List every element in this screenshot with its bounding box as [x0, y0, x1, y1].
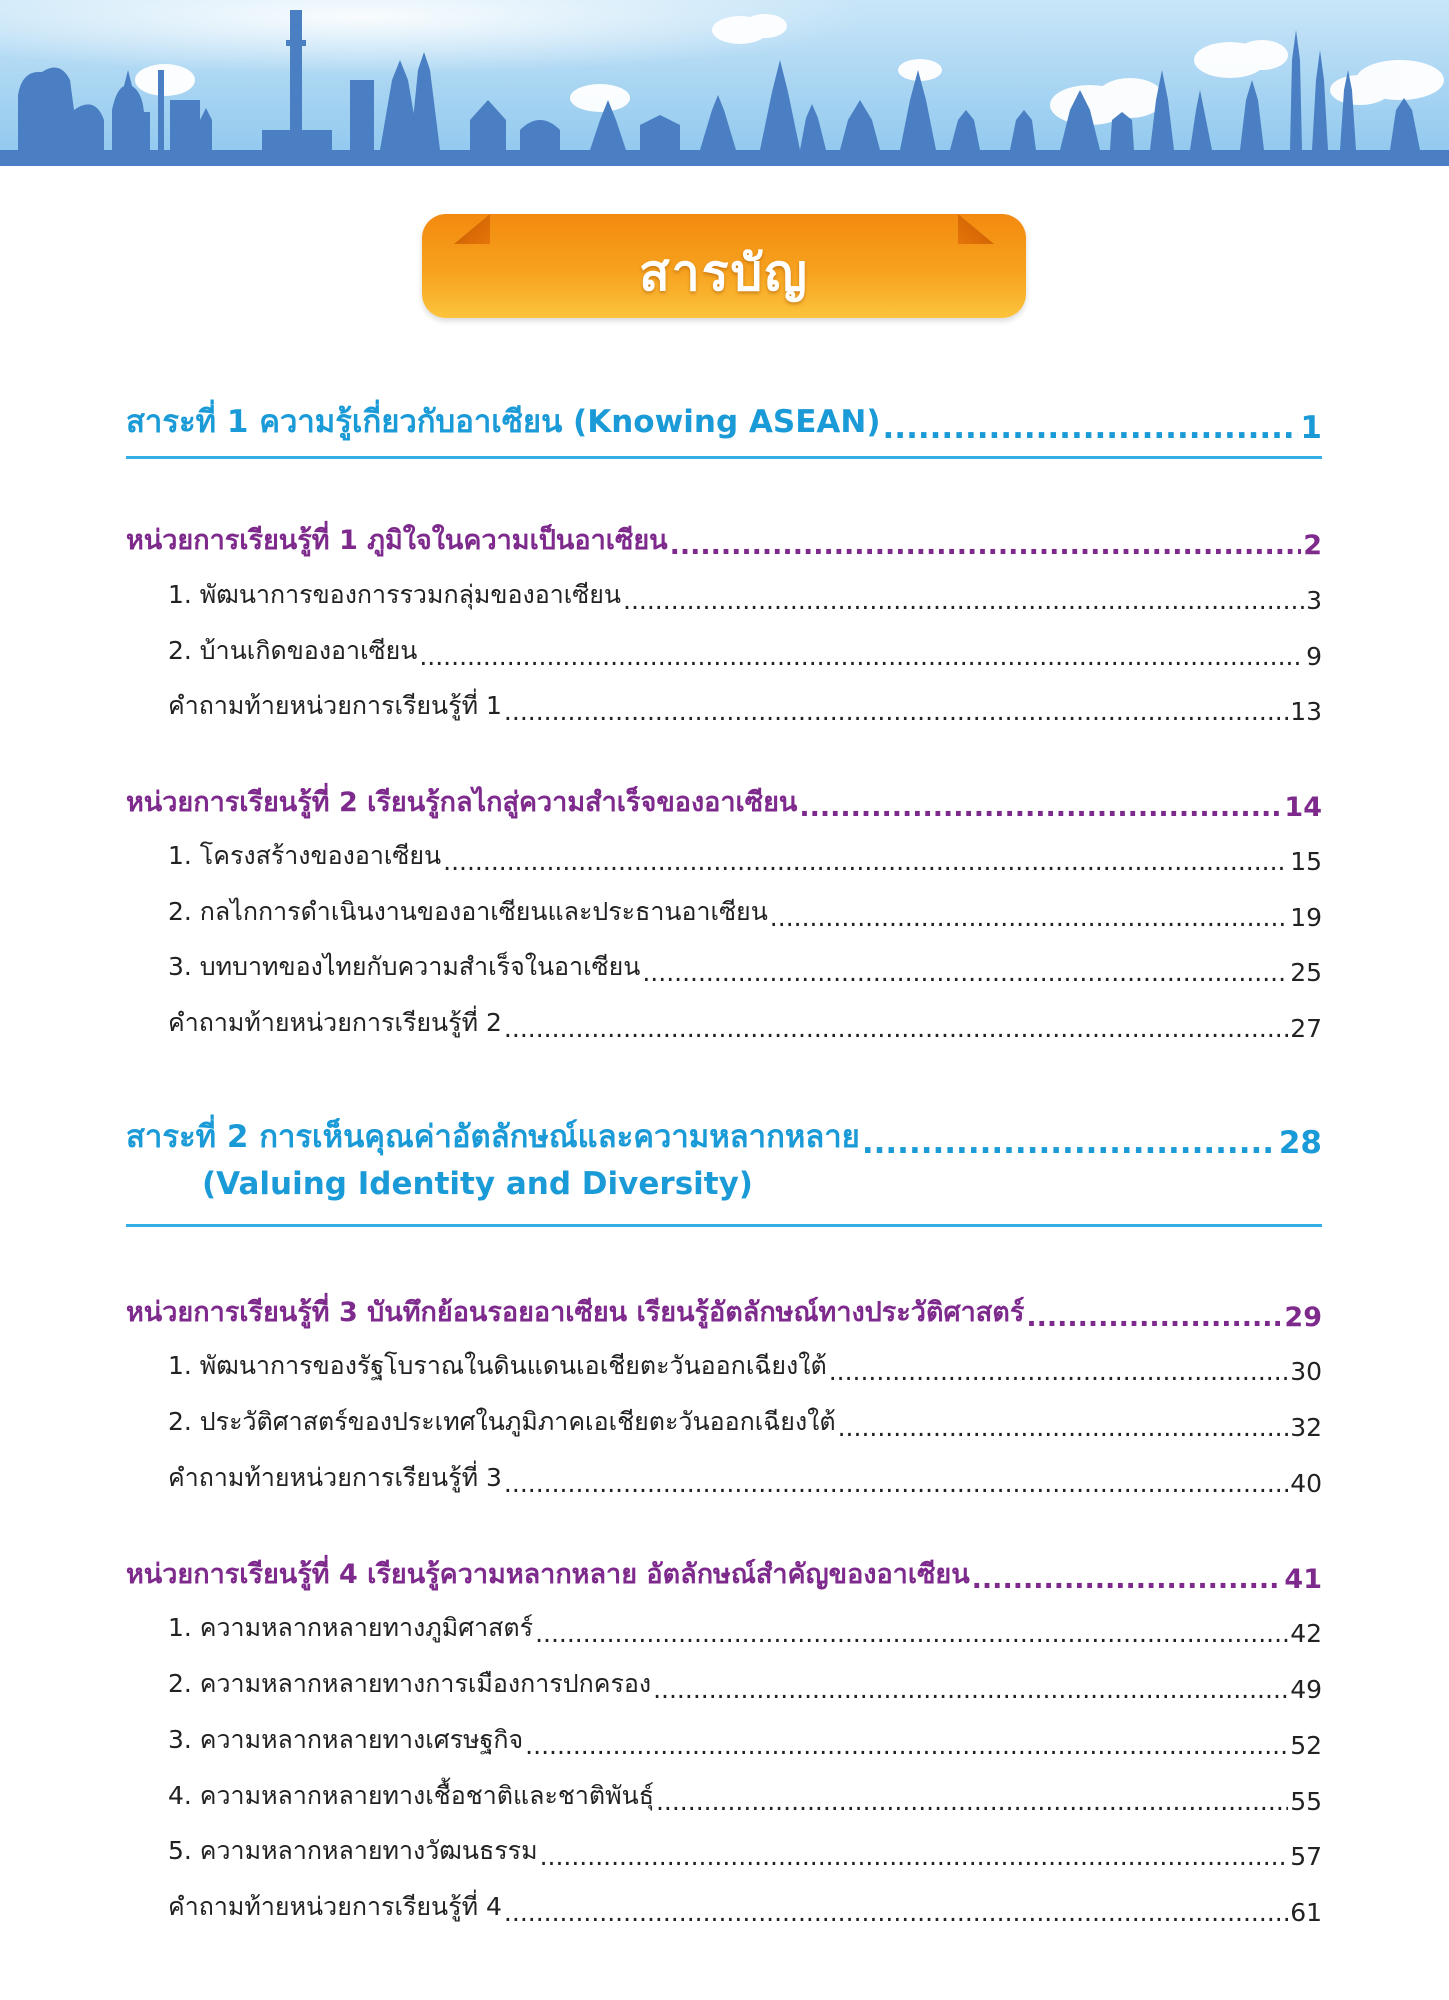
toc-page-number: 13	[1290, 697, 1322, 726]
toc-page-number: 28	[1278, 1125, 1322, 1161]
toc-unit-4[interactable]	[126, 1552, 1322, 1595]
dot-leader	[770, 903, 1288, 932]
toc-page-number: 42	[1290, 1619, 1322, 1648]
toc-item-label: 1. พัฒนาการของการรวมกลุ่มของอาเซียน	[168, 580, 622, 609]
dot-leader	[525, 1731, 1288, 1760]
dot-leader	[799, 792, 1282, 823]
toc-page-number: 57	[1290, 1842, 1322, 1871]
toc-page-number: 32	[1290, 1413, 1322, 1442]
toc-section-label: สาระที่ 2 การเห็นคุณค่าอัตลักษณ์และความหลากหลาย	[126, 1119, 860, 1155]
toc-item[interactable]	[126, 1458, 1322, 1498]
toc-page-number: 29	[1284, 1302, 1322, 1333]
toc-unit-label: หน่วยการเรียนรู้ที่ 2 เรียนรู้กลไกสู่ความสำเร็จของอาเซียน	[126, 787, 798, 818]
toc-item-label: 1. พัฒนาการของรัฐโบราณในดินแดนเอเชียตะวันออกเฉียงใต้	[168, 1351, 827, 1380]
dot-leader	[535, 1619, 1288, 1648]
section-divider	[126, 1224, 1322, 1227]
toc-item[interactable]	[126, 1664, 1322, 1704]
toc-item[interactable]	[126, 631, 1322, 671]
toc-item[interactable]	[126, 1887, 1322, 1927]
toc-item[interactable]	[126, 836, 1322, 876]
dot-leader	[504, 1469, 1288, 1498]
dot-leader	[838, 1413, 1289, 1442]
dot-leader	[829, 1357, 1288, 1386]
toc-section-label: สาระที่ 1 ความรู้เกี่ยวกับอาเซียน (Knowing ASEAN)	[126, 404, 881, 440]
toc-page-number: 1	[1300, 410, 1322, 446]
toc-item-label: 2. ประวัติศาสตร์ของประเทศในภูมิภาคเอเชียตะวันออกเฉียงใต้	[168, 1407, 836, 1436]
toc-item-label: 1. ความหลากหลายทางภูมิศาสตร์	[168, 1613, 534, 1642]
toc-page-number: 55	[1290, 1787, 1322, 1816]
dot-leader	[670, 530, 1302, 561]
toc-item-label: 2. บ้านเกิดของอาเซียน	[168, 636, 418, 665]
toc-item-label: คำถามท้ายหน่วยการเรียนรู้ที่ 4	[168, 1892, 502, 1921]
toc-item-label: 5. ความหลากหลายทางวัฒนธรรม	[168, 1836, 538, 1865]
dot-leader	[419, 642, 1304, 671]
toc-page-number: 3	[1306, 586, 1322, 615]
toc-unit-1[interactable]	[126, 518, 1322, 561]
dot-leader	[653, 1675, 1288, 1704]
toc-item-label: คำถามท้ายหน่วยการเรียนรู้ที่ 1	[168, 691, 502, 720]
toc-unit-label: หน่วยการเรียนรู้ที่ 4 เรียนรู้ความหลากหลาย อัตลักษณ์สำคัญของอาเซียน	[126, 1559, 970, 1590]
toc-page-number: 30	[1290, 1357, 1322, 1386]
dot-leader	[1026, 1302, 1282, 1333]
toc-item-label: 3. ความหลากหลายทางเศรษฐกิจ	[168, 1725, 524, 1754]
dot-leader	[504, 1014, 1288, 1043]
toc-page-number: 15	[1290, 847, 1322, 876]
dot-leader	[642, 958, 1288, 987]
toc-item[interactable]	[126, 1608, 1322, 1648]
dot-leader	[443, 847, 1288, 876]
section-divider	[126, 456, 1322, 459]
toc-page-number: 49	[1290, 1675, 1322, 1704]
toc-item-label: 2. กลไกการดำเนินงานของอาเซียนและประธานอาเซียน	[168, 897, 768, 926]
toc-item[interactable]	[126, 892, 1322, 932]
toc-page-number: 27	[1290, 1014, 1322, 1043]
toc-item-label: 1. โครงสร้างของอาเซียน	[168, 841, 442, 870]
toc-section-2[interactable]	[126, 1111, 1322, 1161]
dot-leader	[972, 1564, 1283, 1595]
toc-page-number: 41	[1284, 1564, 1322, 1595]
toc-item-label: 3. บทบาทของไทยกับความสำเร็จในอาเซียน	[168, 952, 641, 981]
toc-item-label: คำถามท้ายหน่วยการเรียนรู้ที่ 2	[168, 1008, 502, 1037]
dot-leader	[862, 1125, 1277, 1161]
toc-item-label: 2. ความหลากหลายทางการเมืองการปกครอง	[168, 1669, 652, 1698]
toc-item[interactable]	[126, 1346, 1322, 1386]
dot-leader	[623, 586, 1304, 615]
toc-item[interactable]	[126, 1776, 1322, 1816]
toc-item[interactable]	[126, 1831, 1322, 1871]
dot-leader	[540, 1842, 1289, 1871]
toc-item[interactable]	[126, 947, 1322, 987]
toc-page-number: 52	[1290, 1731, 1322, 1760]
toc-item-label: คำถามท้ายหน่วยการเรียนรู้ที่ 3	[168, 1463, 502, 1492]
toc-page-number: 14	[1284, 792, 1322, 823]
table-of-contents	[126, 0, 1322, 2000]
toc-page-number: 40	[1290, 1469, 1322, 1498]
toc-item[interactable]	[126, 1402, 1322, 1442]
dot-leader	[656, 1787, 1288, 1816]
toc-page-number: 2	[1303, 530, 1322, 561]
toc-item-label: 4. ความหลากหลายทางเชื้อชาติและชาติพันธุ์	[168, 1781, 654, 1810]
dot-leader	[504, 697, 1288, 726]
toc-page-number: 61	[1290, 1898, 1322, 1927]
toc-unit-2[interactable]	[126, 780, 1322, 823]
toc-item[interactable]	[126, 1003, 1322, 1043]
toc-unit-label: หน่วยการเรียนรู้ที่ 1 ภูมิใจในความเป็นอาเซียน	[126, 525, 668, 556]
page-title: สารบัญ	[639, 244, 809, 302]
toc-item[interactable]	[126, 686, 1322, 726]
toc-unit-label: หน่วยการเรียนรู้ที่ 3 บันทึกย้อนรอยอาเซียน เรียนรู้อัตลักษณ์ทางประวัติศาสตร์	[126, 1297, 1025, 1328]
toc-unit-3[interactable]	[126, 1290, 1322, 1333]
toc-page-number: 25	[1290, 958, 1322, 987]
dot-leader	[883, 410, 1299, 446]
dot-leader	[504, 1898, 1288, 1927]
toc-item[interactable]	[126, 575, 1322, 615]
toc-item[interactable]	[126, 1720, 1322, 1760]
toc-section-subtitle: (Valuing Identity and Diversity)	[202, 1166, 753, 1202]
toc-section-1[interactable]	[126, 396, 1322, 446]
toc-page-number: 19	[1290, 903, 1322, 932]
toc-page-number: 9	[1306, 642, 1322, 671]
